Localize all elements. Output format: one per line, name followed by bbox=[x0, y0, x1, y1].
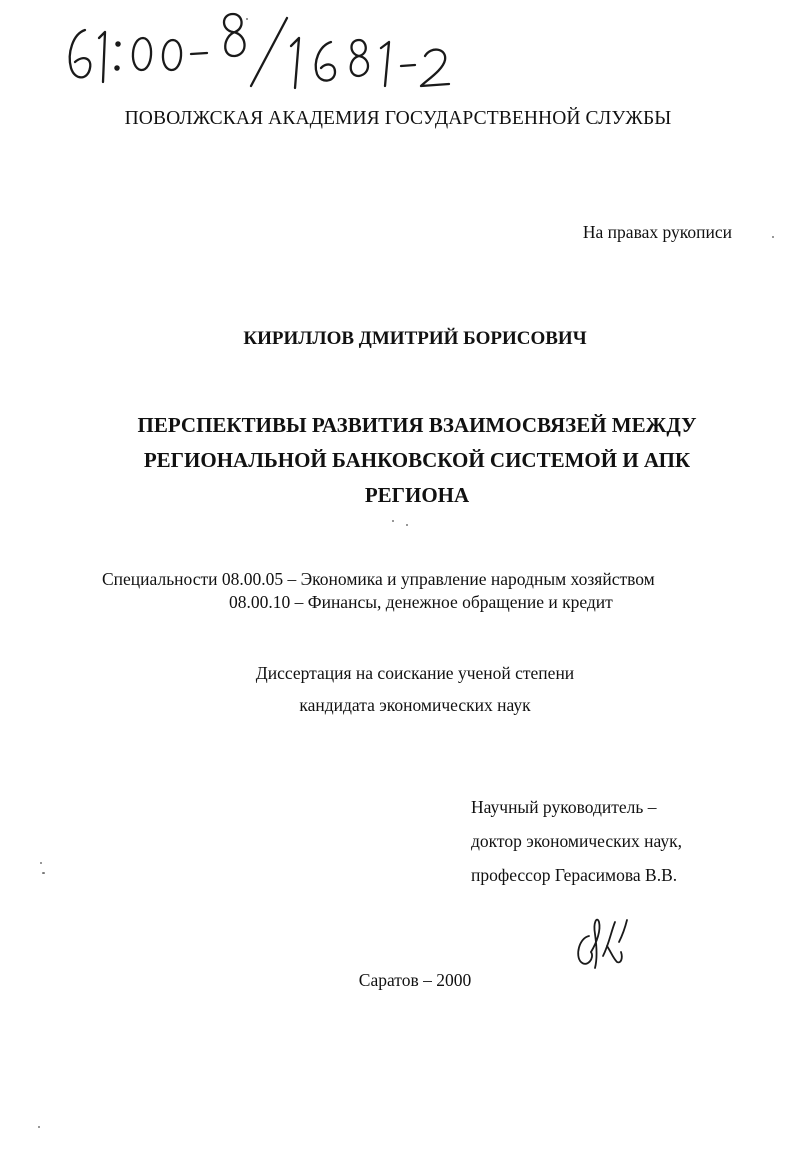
specialties-block bbox=[102, 568, 655, 614]
scan-speck bbox=[406, 524, 408, 526]
scan-speck bbox=[42, 872, 45, 874]
author-name: КИРИЛЛОВ ДМИТРИЙ БОРИСОВИЧ bbox=[243, 328, 587, 349]
thesis-title-line-1: ПЕРСПЕКТИВЫ РАЗВИТИЯ ВЗАИМОСВЯЗЕЙ МЕЖДУ bbox=[137, 413, 697, 437]
scan-speck bbox=[38, 1126, 40, 1128]
signature-drawing bbox=[571, 912, 631, 974]
supervisor-line-3: профессор Герасимова В.В. bbox=[471, 865, 678, 885]
handwritten-catalog-number bbox=[55, 8, 455, 90]
specialty-line-1: Специальности 08.00.05 – Экономика и управление народным хозяйством bbox=[102, 569, 655, 589]
scan-speck bbox=[772, 236, 774, 238]
thesis-title-line-3: РЕГИОНА bbox=[364, 483, 470, 507]
supervisor-signature bbox=[571, 912, 631, 974]
scan-speck bbox=[246, 18, 248, 20]
handwritten-catalog-number-drawing bbox=[55, 8, 455, 90]
degree-line-1: Диссертация на соискание ученой степени bbox=[255, 663, 575, 683]
degree-statement bbox=[0, 657, 796, 721]
academy-name: ПОВОЛЖСКАЯ АКАДЕМИЯ ГОСУДАРСТВЕННОЙ СЛУЖБЫ bbox=[124, 108, 672, 129]
scan-speck bbox=[40, 862, 42, 864]
supervisor-line-2: доктор экономических наук, bbox=[471, 831, 682, 851]
degree-line-2: кандидата экономических наук bbox=[299, 695, 531, 715]
supervisor-line-1: Научный руководитель – bbox=[471, 797, 657, 817]
scientific-supervisor bbox=[471, 790, 682, 892]
thesis-title bbox=[0, 408, 796, 513]
thesis-title-line-2: РЕГИОНАЛЬНОЙ БАНКОВСКОЙ СИСТЕМОЙ И АПК bbox=[143, 448, 691, 472]
manuscript-rights-note: На правах рукописи bbox=[582, 222, 732, 242]
scan-speck bbox=[392, 520, 394, 522]
city-and-year: Саратов – 2000 bbox=[358, 970, 472, 990]
specialty-line-2: 08.00.10 – Финансы, денежное обращение и кредит bbox=[229, 592, 613, 612]
